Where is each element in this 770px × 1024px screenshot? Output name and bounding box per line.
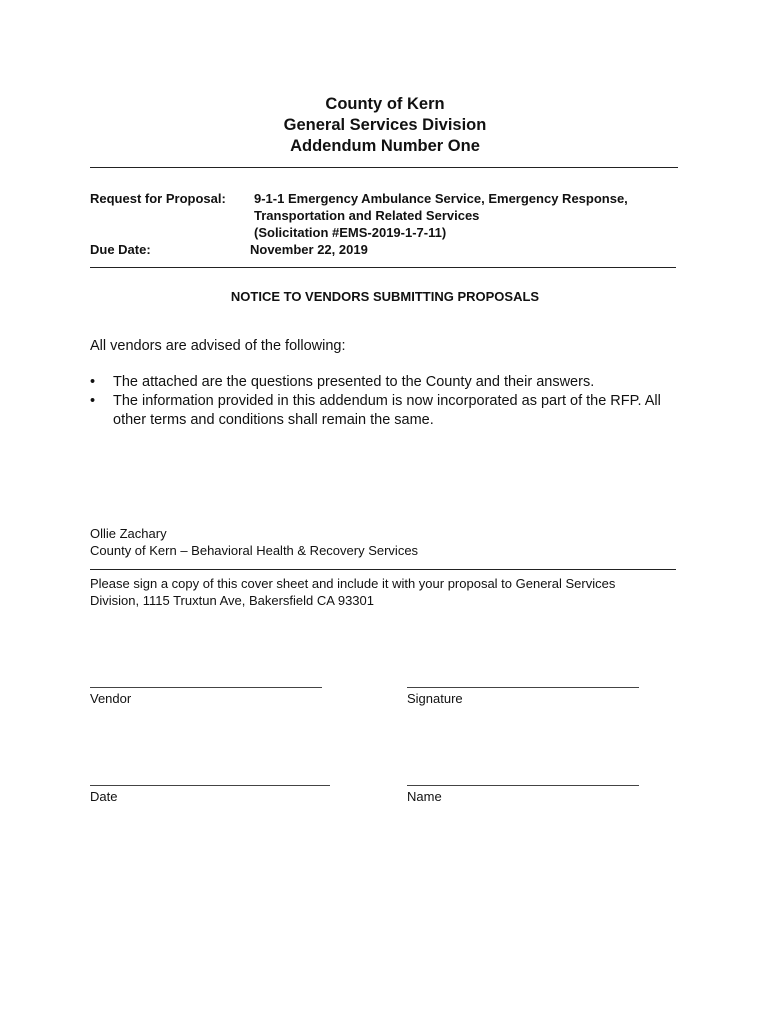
vendor-label: Vendor [90, 691, 132, 706]
header-county: County of Kern [325, 95, 445, 113]
date-line[interactable] [90, 785, 330, 786]
contact-divider [90, 569, 676, 570]
name-label: Name [407, 789, 442, 804]
header-division: General Services Division [283, 116, 487, 134]
vendor-line[interactable] [90, 687, 322, 688]
bullet-item-2-continued: other terms and conditions shall remain the same. [113, 412, 434, 428]
header-divider [90, 167, 678, 168]
contact-name: Ollie Zachary [90, 526, 167, 541]
request-value-line3: (Solicitation #EMS-2019-1-7-11) [254, 225, 447, 240]
due-date-label: Due Date: [90, 242, 151, 257]
instructions-line1: Please sign a copy of this cover sheet and include it with your proposal to General Services [90, 576, 616, 591]
signature-label: Signature [407, 691, 463, 706]
request-label: Request for Proposal: [90, 191, 226, 206]
instructions-line2: Division, 1115 Truxtun Ave, Bakersfield CA 93301 [90, 593, 375, 608]
header-addendum: Addendum Number One [290, 137, 480, 155]
bullet-marker-1: • [90, 374, 96, 390]
contact-org: County of Kern – Behavioral Health & Recovery Services [90, 543, 419, 558]
bullet-item-2: The information provided in this addendum is now incorporated as part of the RFP. All [113, 393, 661, 409]
due-date-value: November 22, 2019 [250, 242, 368, 257]
date-label: Date [90, 789, 118, 804]
rfp-divider [90, 267, 676, 268]
intro-text: All vendors are advised of the following: [90, 338, 346, 354]
bullet-marker-2: • [90, 393, 96, 409]
notice-heading: NOTICE TO VENDORS SUBMITTING PROPOSALS [230, 289, 540, 304]
request-value-line1: 9-1-1 Emergency Ambulance Service, Emergency Response, [254, 191, 628, 206]
bullet-item-1: The attached are the questions presented to the County and their answers. [113, 374, 595, 390]
request-value-line2: Transportation and Related Services [254, 208, 480, 223]
signature-line[interactable] [407, 687, 639, 688]
name-line[interactable] [407, 785, 639, 786]
